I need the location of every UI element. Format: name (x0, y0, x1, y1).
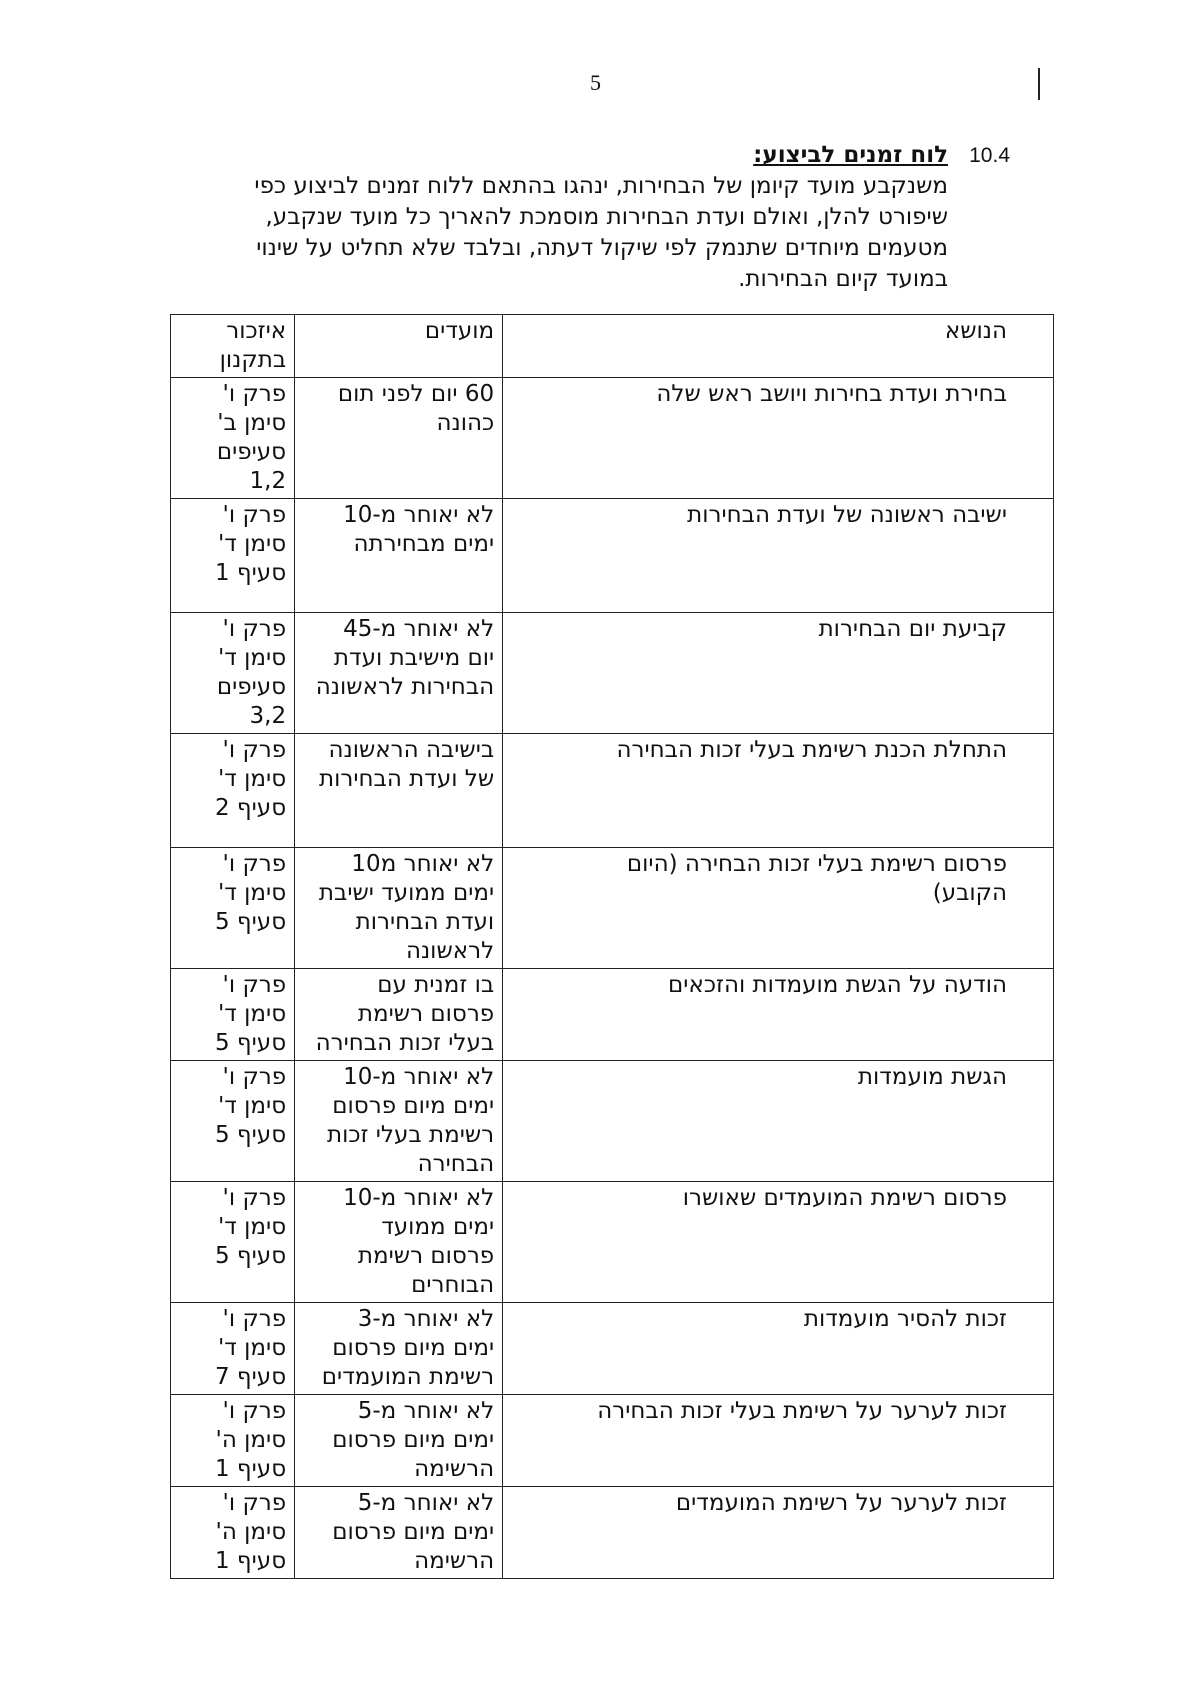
row-deadline: 60 יום לפני תום כהונה (295, 378, 503, 499)
table-body (171, 378, 1054, 1579)
row-reference: פרק ו' סימן ד' סעיף 2 (171, 734, 295, 848)
row-subject: קביעת יום הבחירות (503, 613, 1054, 734)
row-subject: הגשת מועמדות (503, 1061, 1054, 1182)
table-row (171, 734, 1054, 848)
row-deadline: לא יאוחר מ10 ימים ממועד ישיבת ועדת הבחירות לראשונה (295, 848, 503, 969)
table-row (171, 1061, 1054, 1182)
row-subject: ישיבה ראשונה של ועדת הבחירות (503, 499, 1054, 613)
row-subject: התחלת הכנת רשימת בעלי זכות הבחירה (503, 734, 1054, 848)
row-subject: זכות להסיר מועמדות (503, 1303, 1054, 1395)
table-row (171, 969, 1054, 1061)
row-reference: פרק ו' סימן ד' סעיף 7 (171, 1303, 295, 1395)
table-row (171, 848, 1054, 969)
table-row (171, 1182, 1054, 1303)
row-reference: פרק ו' סימן ה' סעיף 1 (171, 1395, 295, 1487)
table-row (171, 499, 1054, 613)
margin-bar (1038, 68, 1040, 100)
row-subject: הודעה על הגשת מועמדות והזכאים (503, 969, 1054, 1061)
row-subject: בחירת ועדת בחירות ויושב ראש שלה (503, 378, 1054, 499)
row-subject: פרסום רשימת בעלי זכות הבחירה (היום הקובע) (503, 848, 1054, 969)
header-subject: הנושא (503, 315, 1054, 378)
table-row (171, 1395, 1054, 1487)
schedule-table (170, 314, 1054, 1579)
row-reference: פרק ו' סימן ד' סעיף 1 (171, 499, 295, 613)
table-header-row (171, 315, 1054, 378)
row-reference: פרק ו' סימן ד' סעיף 5 (171, 969, 295, 1061)
table-row (171, 1487, 1054, 1579)
table-row (171, 378, 1054, 499)
row-reference: פרק ו' סימן ד' סעיף 5 (171, 1061, 295, 1182)
header-reference: איזכור בתקנון (171, 315, 295, 378)
row-deadline: לא יאוחר מ-5 ימים מיום פרסום הרשימה (295, 1487, 503, 1579)
row-deadline: בו זמנית עם פרסום רשימת בעלי זכות הבחירה (295, 969, 503, 1061)
header-deadline: מועדים (295, 315, 503, 378)
row-deadline: לא יאוחר מ-10 ימים מיום פרסום רשימת בעלי זכות הבחירה (295, 1061, 503, 1182)
table-row (171, 613, 1054, 734)
row-reference: פרק ו' סימן ד' סעיף 5 (171, 848, 295, 969)
section-heading (188, 140, 1010, 171)
row-deadline: לא יאוחר מ-10 ימים ממועד פרסום רשימת הבוחרים (295, 1182, 503, 1303)
section-10-4 (188, 140, 1010, 295)
row-reference: פרק ו' סימן ה' סעיף 1 (171, 1487, 295, 1579)
row-reference: פרק ו' סימן ד' סעיפים 3,2 (171, 613, 295, 734)
row-deadline: לא יאוחר מ-3 ימים מיום פרסום רשימת המועמדים (295, 1303, 503, 1395)
row-reference: פרק ו' סימן ד' סעיף 5 (171, 1182, 295, 1303)
row-subject: פרסום רשימת המועמדים שאושרו (503, 1182, 1054, 1303)
row-deadline: לא יאוחר מ-5 ימים מיום פרסום הרשימה (295, 1395, 503, 1487)
row-subject: זכות לערער על רשימת בעלי זכות הבחירה (503, 1395, 1054, 1487)
section-title: לוח זמנים לביצוע: (753, 142, 948, 168)
row-subject: זכות לערער על רשימת המועמדים (503, 1487, 1054, 1579)
row-deadline: לא יאוחר מ-10 ימים מבחירתה (295, 499, 503, 613)
section-body: משנקבע מועד קיומן של הבחירות, ינהגו בהתאם ללוח זמנים לביצוע כפי שיפורט להלן, ואולם ועדת הבחירות מוסמכת להאריך כל מועד שנקבע, מטעמים מיוחדים שתנמק לפי שיקול דעתה, ובלבד שלא תחליט על שינוי במועד קיום הבחירות. (254, 173, 948, 292)
table-row (171, 1303, 1054, 1395)
row-reference: פרק ו' סימן ב' סעיפים 1,2 (171, 378, 295, 499)
page-number: 5 (590, 70, 601, 95)
row-deadline: בישיבה הראשונה של ועדת הבחירות (295, 734, 503, 848)
section-number: 10.4 (969, 144, 1010, 167)
row-deadline: לא יאוחר מ-45 יום מישיבת ועדת הבחירות לראשונה (295, 613, 503, 734)
